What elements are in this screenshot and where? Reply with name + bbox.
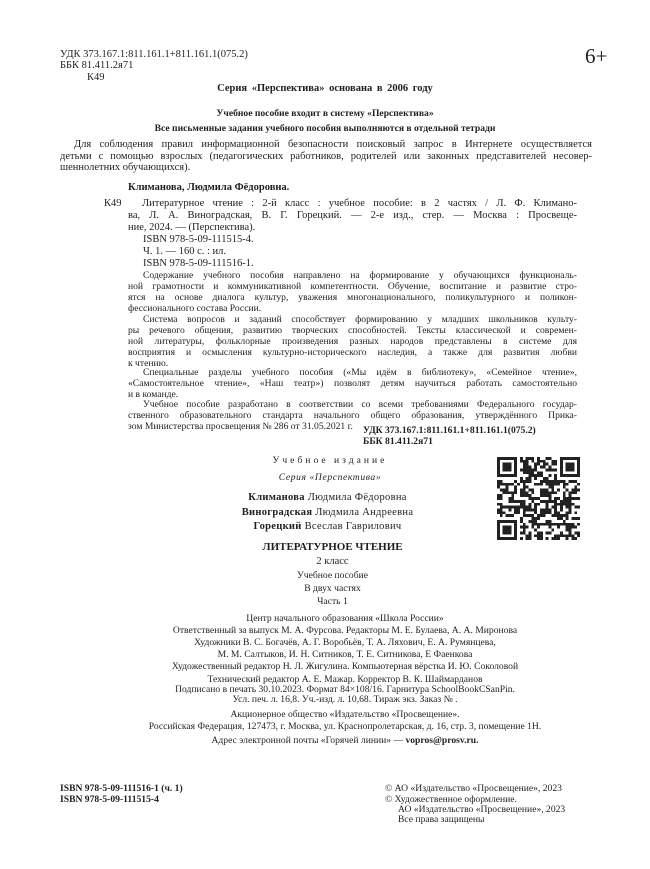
annotation-line: и в команде.	[128, 389, 179, 400]
author-code: К49	[87, 72, 105, 83]
annotation-line: Специальные разделы учебного пособия («Мы идём в библиотеку», «Семейное чтение»,	[143, 367, 577, 378]
annotation-line: «Самостоятельное чтение», «Наш театр») позволят детям научиться работать самостоятельно	[128, 378, 577, 389]
system-notice: Учебное пособие входит в систему «Перспектива»	[216, 108, 434, 119]
book-kind: Учебное пособие	[297, 570, 368, 581]
safety-notice-line: детьми с помощью взрослых (педагогических работников, родителей или законных представителей несовер-	[60, 151, 592, 162]
hotline-email-line	[100, 735, 590, 746]
author-line	[180, 507, 475, 519]
udk-header: УДК 373.167.1:811.161.1+811.161.1(075.2)	[60, 49, 248, 60]
annotation-line: зом Министерства просвещения № 286 от 31.05.2021 г.	[128, 421, 353, 432]
catalog-author: Климанова, Людмила Фёдоровна.	[128, 182, 290, 193]
author-name: Всеслав Гаврилович	[304, 521, 402, 532]
series-note: Серия «Перспектива» основана в 2006 году	[217, 83, 433, 94]
qr-code-icon	[497, 457, 580, 540]
edition-type: Учебное издание	[272, 455, 388, 466]
annotation-line: к чтению.	[128, 358, 169, 369]
isbn-set: ISBN 978-5-09-111515-4.	[143, 234, 254, 245]
author-surname: Виноградская	[241, 507, 313, 518]
footer-isbn: ISBN 978-5-09-111515-4	[60, 794, 159, 805]
annotation-line: восприятия и осмысления культурно-исторического наследия, а также для развития любви	[128, 347, 577, 358]
author-surname: Климанова	[248, 492, 305, 503]
annotation-line: ятся на основе диалога культур, уважения многонационального, поликультурного и поликон-	[128, 292, 577, 303]
series-name: Серия «Перспектива»	[278, 472, 382, 483]
credit-line: Художественный редактор Н. Л. Жигулина. Компьютерная вёрстка И. Ю. Соколовой	[171, 661, 519, 672]
annotation-line: ры речевого общения, развитию творческих способностей. Тексты классической и современ-	[128, 325, 577, 336]
copyright-line: АО «Издательство «Просвещение», 2023	[398, 804, 566, 815]
author-line	[180, 521, 475, 533]
udk-catalog: УДК 373.167.1:811.161.1+811.161.1(075.2)	[363, 425, 536, 436]
credit-line: Технический редактор А. Е. Мажар. Корректор В. К. Шаймарданов	[207, 674, 483, 685]
footer-isbn: ISBN 978-5-09-111516-1 (ч. 1)	[60, 783, 183, 794]
annotation-line: Система вопросов и заданий способствует формированию у младших школьников культу-	[143, 314, 577, 325]
author-name: Людмила Фёдоровна	[307, 492, 407, 503]
isbn-part: ISBN 978-5-09-111516-1.	[143, 258, 254, 269]
annotation-line: ственного образовательного стандарта начального общего образования, утверждённого Прика-	[128, 410, 577, 421]
credit-line: Ответственный за выпуск М. А. Фурсова. Редакторы М. Е. Булаева, А. А. Миронова	[172, 625, 518, 636]
author-surname: Горецкий	[253, 521, 302, 532]
catalog-title-line: ва, Л. А. Виноградская, В. Г. Горецкий. — 2-е изд., стер. — Москва : Просвеще-	[128, 210, 577, 221]
publisher: Акционерное общество «Издательство «Просвещение».	[230, 709, 460, 720]
catalog-title-line: ние, 2024. — (Перспектива).	[128, 222, 256, 233]
credit-line: Художники В. С. Богачёв, А. Г. Воробьёв, Т. А. Ляхович, Е. А. Румянцева,	[194, 637, 496, 648]
parts-count: В двух частях	[304, 583, 361, 594]
copyright-line: © АО «Издательство «Просвещение», 2023	[385, 783, 562, 794]
print-info: Усл. печ. л. 16,8. Уч.-изд. л. 10,68. Тираж экз. Заказ № .	[232, 694, 458, 705]
part-number: Часть 1	[317, 596, 348, 607]
credit-line: М. М. Салтыков, И. Н. Ситников, Т. Е. Ситникова, Е Фаенкова	[217, 649, 473, 660]
book-title: ЛИТЕРАТУРНОЕ ЧТЕНИЕ	[262, 541, 403, 553]
bbk-header: ББК 81.411.2я71	[60, 60, 134, 71]
copyright-line: © Художественное оформление.	[385, 794, 517, 805]
catalog-title-line: Литературное чтение : 2-й класс : учебное пособие: в 2 частях / Л. Ф. Климано-	[142, 198, 577, 209]
publisher-address: Российская Федерация, 127473, г. Москва, ул. Краснопролетарская, д. 16, стр. 3, помещение 1Н.	[148, 721, 542, 732]
age-rating: 6+	[585, 44, 608, 68]
safety-notice-line: Для соблюдения правил информационной безопасности поисковый запрос в Интернете осуществляется	[74, 139, 592, 150]
part-info: Ч. 1. — 160 с. : ил.	[143, 246, 227, 257]
workbook-notice: Все письменные задания учебного пособия выполняются в отдельной тетради	[154, 123, 496, 134]
author-name: Людмила Андреевна	[315, 507, 414, 518]
annotation-line: ной грамотности и коммуникативной компетентности. Обучение, воспитание и развитие стро-	[128, 281, 577, 292]
credit-line: Центр начального образования «Школа России»	[246, 613, 444, 624]
email-link[interactable]: vopros@prosv.ru.	[405, 735, 479, 746]
bbk-catalog: ББК 81.411.2я71	[363, 436, 433, 447]
catalog-code: К49	[104, 198, 122, 209]
annotation-line: ной литературы, фольклорные произведения разных народов представлены в системе для	[128, 336, 577, 347]
safety-notice-line: шеннолетних обучающихся).	[60, 162, 191, 173]
author-line	[180, 492, 475, 504]
annotation-line: Учебное пособие разработано в соответствии со всеми требованиями Федерального государ-	[143, 399, 577, 410]
email-label: Адрес электронной почты «Горячей линии» —	[211, 735, 404, 746]
grade: 2 класс	[316, 556, 349, 567]
annotation-line: Содержание учебного пособия направлено на формирование у обучающихся функциональ-	[143, 270, 577, 281]
annotation-line: фессионального состава России.	[128, 303, 262, 314]
copyright-line: Все права защищены	[398, 814, 485, 825]
print-info: Подписано в печать 30.10.2023. Формат 84×108/16. Гарнитура SchoolBookCSanPin.	[175, 684, 515, 695]
